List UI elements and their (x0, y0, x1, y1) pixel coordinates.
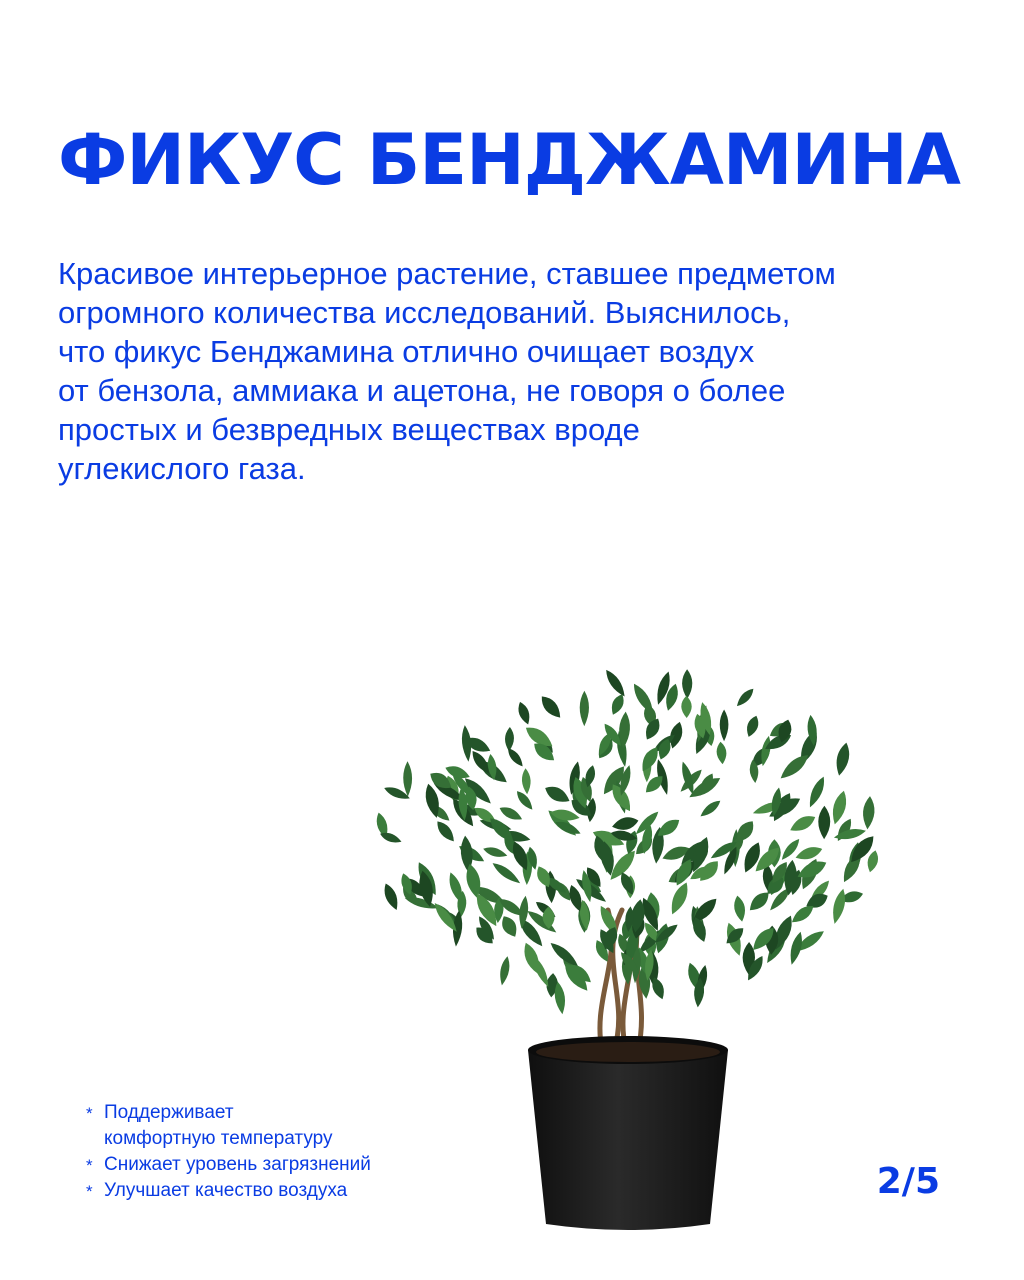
page-indicator: 2/5 (876, 1161, 940, 1202)
leaf (505, 727, 515, 752)
leaf (521, 768, 531, 795)
description (58, 254, 968, 488)
leaf (829, 789, 850, 826)
leaf (497, 804, 524, 824)
leaf (777, 751, 812, 783)
leaf (716, 741, 728, 764)
feature-line: Снижает уровень загрязнений (104, 1154, 371, 1175)
description-line: от бензола, аммиака и ацетона, не говоря о более (58, 373, 786, 408)
description-line: что фикус Бенджамина отлично очищает воздух (58, 334, 755, 369)
leaf (833, 741, 852, 777)
leaf (698, 798, 723, 820)
feature-item (86, 1152, 371, 1178)
leaf (482, 845, 508, 860)
asterisk-icon: * (86, 1156, 93, 1175)
leaf (403, 761, 412, 796)
leaf (806, 775, 828, 810)
leaf (602, 667, 628, 699)
plant-foliage (374, 667, 880, 1015)
leaf (514, 788, 536, 812)
leaf (490, 860, 523, 887)
leaf (667, 880, 692, 917)
leaf (830, 888, 849, 926)
leaf (794, 844, 824, 863)
leaf (682, 669, 692, 699)
leaf (537, 692, 564, 721)
leaf (515, 700, 532, 726)
ficus-plant-image (330, 630, 910, 1240)
leaf (787, 812, 817, 836)
feature-item (86, 1100, 371, 1152)
leaf (734, 686, 756, 709)
leaf (548, 939, 582, 970)
asterisk-icon: * (86, 1104, 93, 1123)
leaf (542, 782, 572, 806)
description-line: Красивое интерьерное растение, ставшее предметом (58, 256, 836, 291)
leaf (818, 806, 830, 840)
leaf (580, 691, 589, 727)
feature-line: Поддерживает (104, 1102, 234, 1123)
feature-item (86, 1178, 371, 1204)
leaf (433, 818, 457, 845)
feature-list (86, 1100, 371, 1204)
leaf (498, 913, 521, 940)
leaf (381, 882, 402, 912)
leaf (862, 796, 876, 830)
leaf (611, 815, 640, 833)
description-line: простых и безвредных веществах вроде (58, 412, 640, 447)
leaf (681, 696, 692, 718)
feature-line: комфортную температуру (104, 1128, 333, 1149)
description-line: огромного количества исследований. Выяснилось, (58, 295, 791, 330)
feature-line: Улучшает качество воздуха (104, 1180, 348, 1201)
page-title: ФИКУС БЕНДЖАМИНА (58, 119, 960, 201)
description-line: углекислого газа. (58, 451, 306, 486)
leaf (732, 895, 747, 923)
leaf (498, 955, 512, 986)
leaf (720, 709, 729, 741)
leaf (744, 714, 762, 739)
asterisk-icon: * (86, 1182, 93, 1201)
plant-pot (528, 1036, 728, 1230)
